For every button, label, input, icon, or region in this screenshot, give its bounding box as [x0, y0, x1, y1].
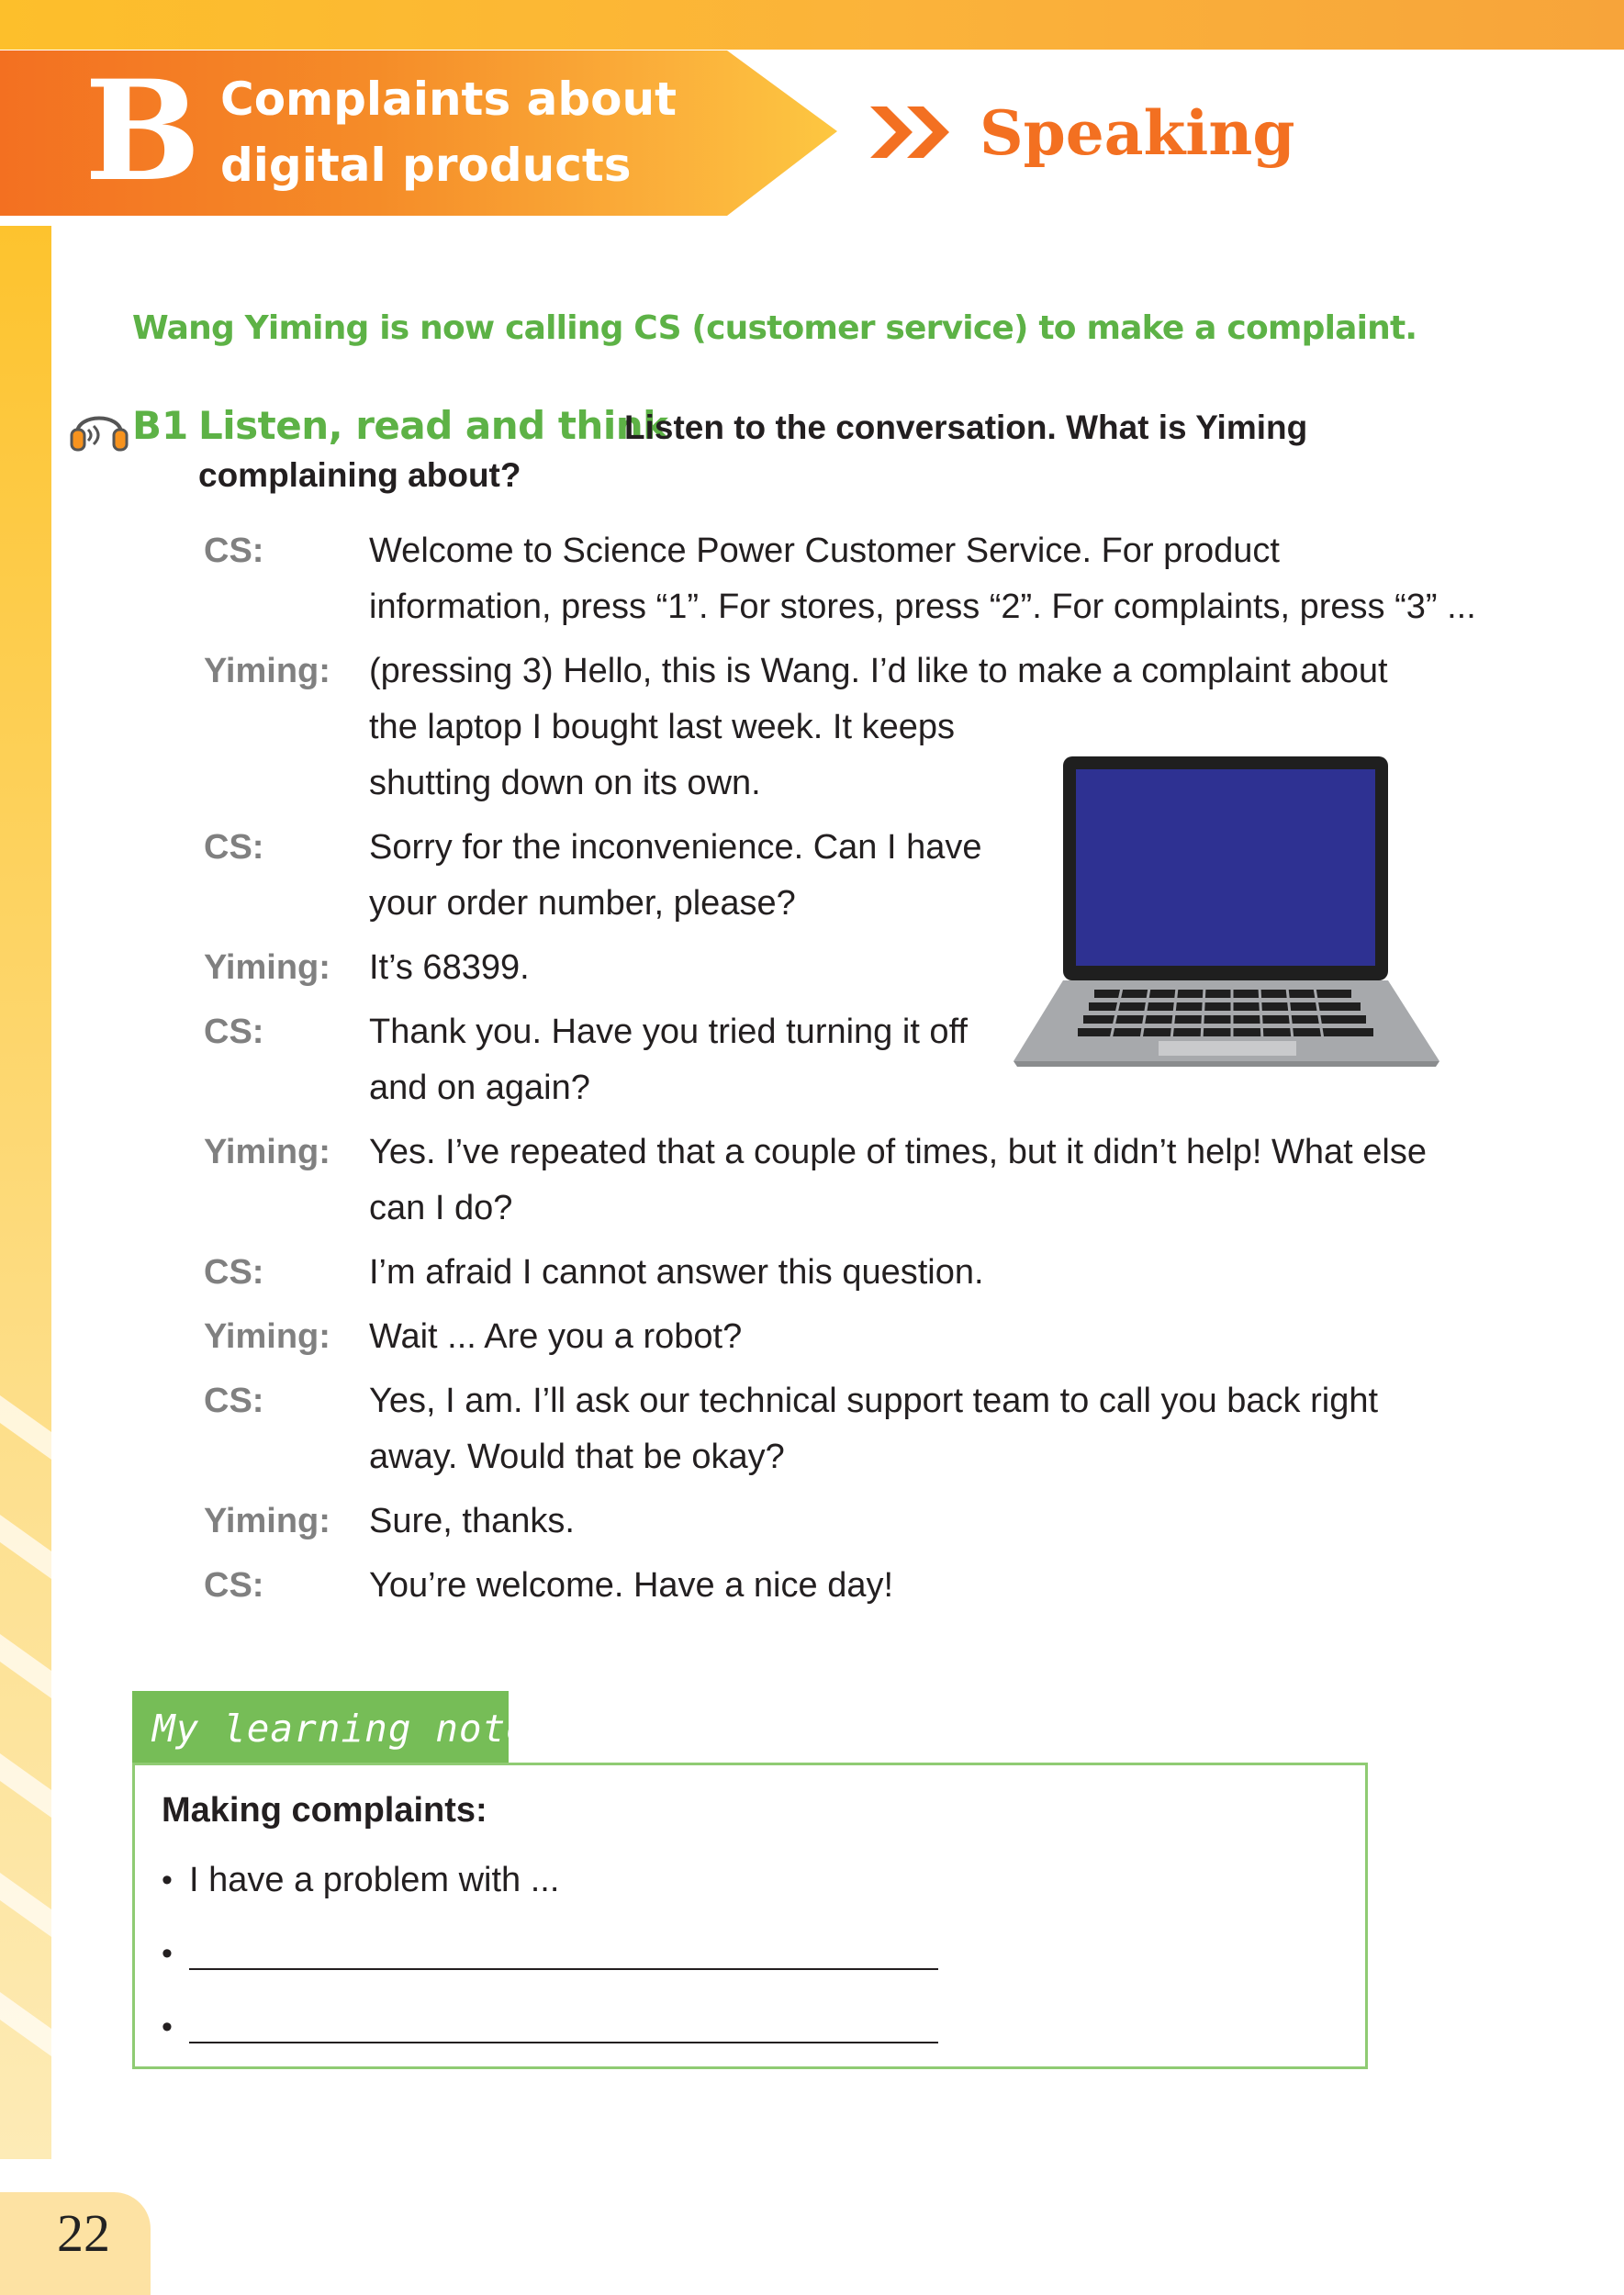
speaker-label: CS: — [204, 828, 264, 867]
dialogue-turn — [204, 1125, 1489, 1237]
side-stripe-decoration — [0, 1395, 51, 2159]
speech-line: Thank you. Have you tried turning it off — [369, 1013, 968, 1051]
speech-line: Sorry for the inconvenience. Can I have — [369, 828, 982, 867]
speaker-label: Yiming: — [204, 652, 330, 690]
learning-notes-heading: Making complaints: — [162, 1791, 487, 1830]
speech-line: Sure, thanks. — [369, 1502, 575, 1540]
speech-line: away. Would that be okay? — [369, 1438, 785, 1476]
speaker-label: Yiming: — [204, 1317, 330, 1356]
speaker-label: CS: — [204, 1013, 264, 1051]
activity-title: Listen, read and think — [198, 403, 668, 448]
speech-line: Wait ... Are you a robot? — [369, 1317, 743, 1356]
section-label-speaking: Speaking — [980, 97, 1295, 169]
speaker-label: CS: — [204, 1382, 264, 1420]
section-title-line2: digital products — [220, 139, 632, 192]
speech-line: your order number, please? — [369, 884, 796, 923]
activity-code: B1 — [132, 403, 189, 448]
dialogue-turn — [204, 1309, 1489, 1365]
section-letter: B — [84, 50, 201, 212]
intro-text: Wang Yiming is now calling CS (customer service) to make a complaint. — [132, 309, 1417, 347]
speech-line: (pressing 3) Hello, this is Wang. I’d like to make a complaint about — [369, 652, 1388, 690]
dialogue — [204, 523, 1489, 1622]
speaker-label: CS: — [204, 1253, 264, 1292]
speech-line: the laptop I bought last week. It keeps — [369, 708, 955, 746]
dialogue-turn — [204, 1245, 1489, 1301]
fill-in-blank-line[interactable] — [189, 2042, 938, 2043]
page-number: 22 — [57, 2203, 110, 2263]
dialogue-turn — [204, 523, 1489, 635]
learning-notes-tab-label: My learning notes — [152, 1707, 554, 1751]
speech-line: and on again? — [369, 1069, 590, 1107]
speaker-label: Yiming: — [204, 1133, 330, 1171]
section-title — [220, 66, 716, 198]
learning-notes-item: I have a problem with ... — [189, 1861, 560, 1899]
activity-instruction-line1: Listen to the conversation. What is Yiming — [624, 409, 1308, 446]
fill-in-blank-line[interactable] — [189, 1968, 938, 1970]
dialogue-turn — [204, 1373, 1489, 1485]
speech-line: You’re welcome. Have a nice day! — [369, 1566, 894, 1605]
activity-instruction-line2: complaining about? — [198, 456, 521, 494]
bullet-point: • — [162, 2010, 173, 2044]
speech-line: can I do? — [369, 1189, 513, 1227]
speaker-label: Yiming: — [204, 1502, 330, 1540]
speaker-label: Yiming: — [204, 948, 330, 987]
speech-line: shutting down on its own. — [369, 764, 761, 802]
laptop-icon — [1012, 755, 1443, 1067]
dialogue-turn — [204, 1558, 1489, 1614]
bullet-point: • — [162, 1936, 173, 1971]
top-color-strip — [0, 0, 1624, 50]
speech-line: information, press “1”. For stores, press “2”. For complaints, press “3” ... — [369, 588, 1476, 626]
dialogue-turn — [204, 1494, 1489, 1550]
speech-line: I’m afraid I cannot answer this question. — [369, 1253, 984, 1292]
speech-line: It’s 68399. — [369, 948, 530, 987]
speech-line: Yes, I am. I’ll ask our technical support team to call you back right — [369, 1382, 1379, 1420]
speaker-label: CS: — [204, 532, 264, 570]
bullet-point: • — [162, 1863, 173, 1898]
speech-line: Yes. I’ve repeated that a couple of times, but it didn’t help! What else — [369, 1133, 1427, 1171]
headphones-icon — [68, 402, 130, 457]
section-title-line1: Complaints about — [220, 73, 677, 126]
speech-line: Welcome to Science Power Customer Service. For product — [369, 532, 1280, 570]
double-chevron-right-icon — [870, 106, 958, 158]
speaker-label: CS: — [204, 1566, 264, 1605]
